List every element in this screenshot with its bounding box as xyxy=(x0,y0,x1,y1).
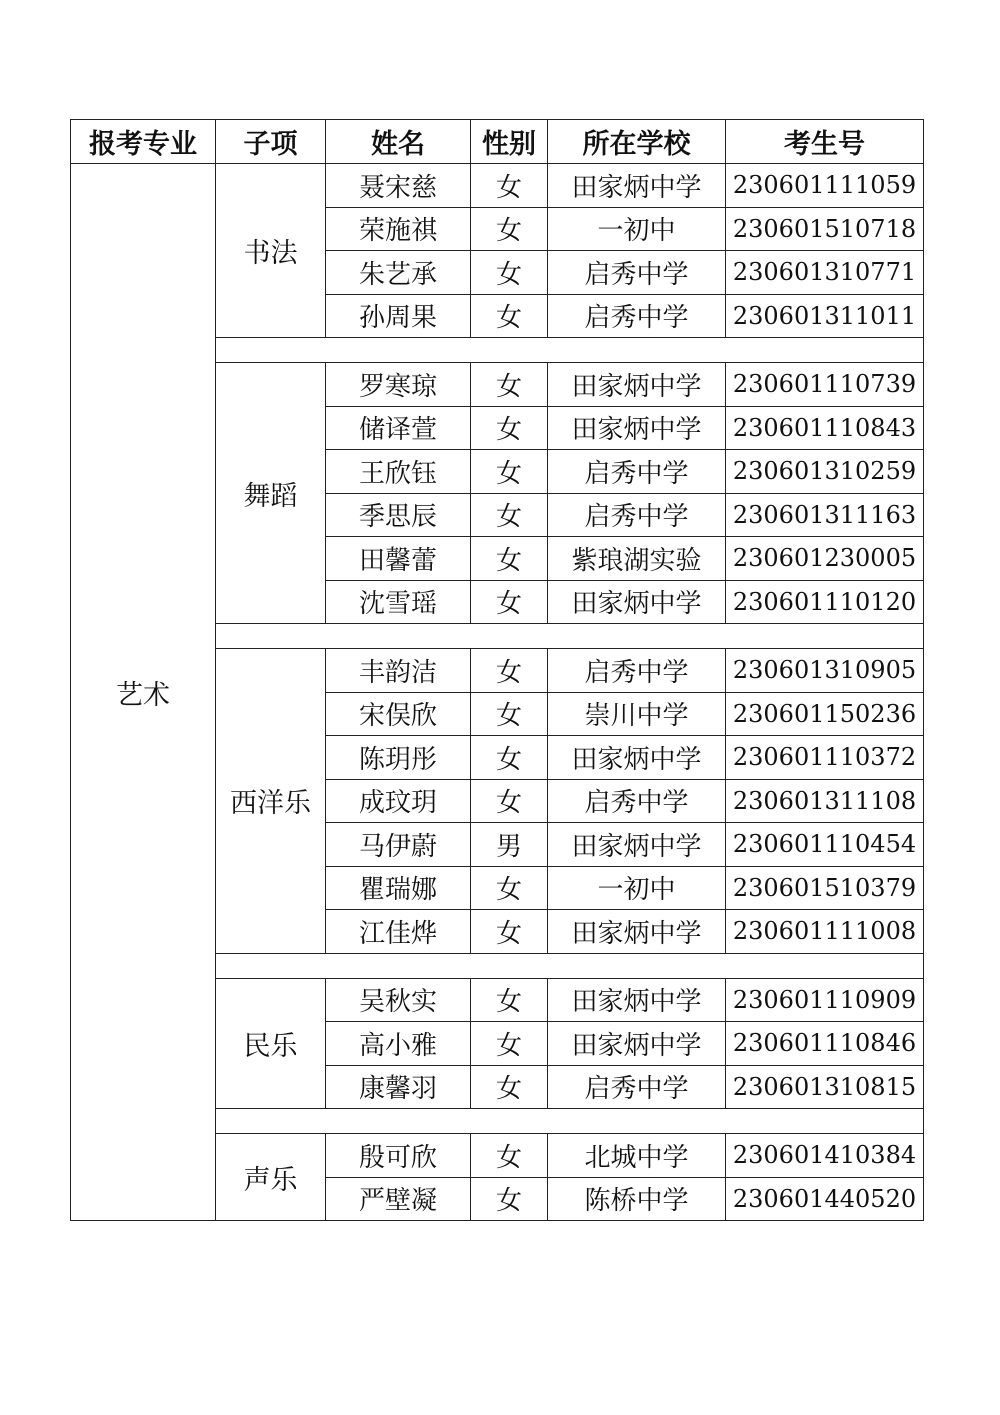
school-cell: 田家炳中学 xyxy=(548,164,726,208)
school-cell: 启秀中学 xyxy=(548,779,726,823)
school-cell: 启秀中学 xyxy=(548,493,726,537)
school-cell: 田家炳中学 xyxy=(548,910,726,954)
exam-no-cell: 230601111008 xyxy=(726,910,924,954)
header-exam-no: 考生号 xyxy=(726,120,924,164)
name-cell: 康馨羽 xyxy=(326,1065,471,1109)
header-school: 所在学校 xyxy=(548,120,726,164)
name-cell: 马伊蔚 xyxy=(326,823,471,867)
exam-no-cell: 230601311108 xyxy=(726,779,924,823)
exam-no-cell: 230601110120 xyxy=(726,580,924,624)
school-cell: 田家炳中学 xyxy=(548,1022,726,1066)
gender-cell: 女 xyxy=(471,649,548,693)
subitem-cell: 西洋乐 xyxy=(216,649,326,954)
name-cell: 殷可欣 xyxy=(326,1134,471,1178)
header-subitem: 子项 xyxy=(216,120,326,164)
subitem-cell: 声乐 xyxy=(216,1134,326,1221)
separator-cell xyxy=(216,338,924,363)
separator-cell xyxy=(216,1109,924,1134)
exam-no-cell: 230601311011 xyxy=(726,294,924,338)
name-cell: 成玟玥 xyxy=(326,779,471,823)
gender-cell: 女 xyxy=(471,363,548,407)
school-cell: 一初中 xyxy=(548,866,726,910)
subitem-cell: 书法 xyxy=(216,164,326,338)
gender-cell: 女 xyxy=(471,207,548,251)
exam-no-cell: 230601310259 xyxy=(726,450,924,494)
separator-cell xyxy=(216,624,924,649)
school-cell: 陈桥中学 xyxy=(548,1177,726,1221)
header-major: 报考专业 xyxy=(71,120,216,164)
subitem-cell: 舞蹈 xyxy=(216,363,326,624)
gender-cell: 女 xyxy=(471,1134,548,1178)
gender-cell: 女 xyxy=(471,450,548,494)
school-cell: 田家炳中学 xyxy=(548,580,726,624)
school-cell: 田家炳中学 xyxy=(548,406,726,450)
header-row xyxy=(71,120,924,164)
name-cell: 陈玥彤 xyxy=(326,736,471,780)
major-cell: 艺术 xyxy=(71,164,216,1221)
gender-cell: 女 xyxy=(471,164,548,208)
name-cell: 荣施祺 xyxy=(326,207,471,251)
gender-cell: 女 xyxy=(471,580,548,624)
gender-cell: 女 xyxy=(471,294,548,338)
exam-no-cell: 230601510718 xyxy=(726,207,924,251)
gender-cell: 女 xyxy=(471,692,548,736)
gender-cell: 女 xyxy=(471,978,548,1022)
gender-cell: 男 xyxy=(471,823,548,867)
school-cell: 崇川中学 xyxy=(548,692,726,736)
gender-cell: 女 xyxy=(471,537,548,581)
school-cell: 田家炳中学 xyxy=(548,978,726,1022)
gender-cell: 女 xyxy=(471,910,548,954)
name-cell: 季思辰 xyxy=(326,493,471,537)
table-row xyxy=(71,164,924,208)
name-cell: 高小雅 xyxy=(326,1022,471,1066)
school-cell: 启秀中学 xyxy=(548,649,726,693)
school-cell: 北城中学 xyxy=(548,1134,726,1178)
school-cell: 田家炳中学 xyxy=(548,736,726,780)
table-body xyxy=(71,164,924,1221)
exam-no-cell: 230601110454 xyxy=(726,823,924,867)
school-cell: 一初中 xyxy=(548,207,726,251)
school-cell: 启秀中学 xyxy=(548,294,726,338)
gender-cell: 女 xyxy=(471,406,548,450)
exam-no-cell: 230601111059 xyxy=(726,164,924,208)
exam-no-cell: 230601310905 xyxy=(726,649,924,693)
name-cell: 江佳烨 xyxy=(326,910,471,954)
name-cell: 孙周果 xyxy=(326,294,471,338)
exam-no-cell: 230601310771 xyxy=(726,251,924,295)
gender-cell: 女 xyxy=(471,736,548,780)
header-gender: 性别 xyxy=(471,120,548,164)
name-cell: 宋俣欣 xyxy=(326,692,471,736)
name-cell: 聂宋慈 xyxy=(326,164,471,208)
name-cell: 严壁凝 xyxy=(326,1177,471,1221)
subitem-cell: 民乐 xyxy=(216,978,326,1109)
exam-no-cell: 230601110739 xyxy=(726,363,924,407)
name-cell: 丰韵洁 xyxy=(326,649,471,693)
exam-no-cell: 230601510379 xyxy=(726,866,924,910)
school-cell: 启秀中学 xyxy=(548,1065,726,1109)
exam-no-cell: 230601311163 xyxy=(726,493,924,537)
gender-cell: 女 xyxy=(471,779,548,823)
gender-cell: 女 xyxy=(471,251,548,295)
gender-cell: 女 xyxy=(471,493,548,537)
header-name: 姓名 xyxy=(326,120,471,164)
name-cell: 瞿瑞娜 xyxy=(326,866,471,910)
name-cell: 罗寒琼 xyxy=(326,363,471,407)
exam-no-cell: 230601230005 xyxy=(726,537,924,581)
name-cell: 吴秋实 xyxy=(326,978,471,1022)
exam-no-cell: 230601410384 xyxy=(726,1134,924,1178)
school-cell: 启秀中学 xyxy=(548,251,726,295)
exam-no-cell: 230601110846 xyxy=(726,1022,924,1066)
exam-no-cell: 230601150236 xyxy=(726,692,924,736)
separator-cell xyxy=(216,953,924,978)
exam-no-cell: 230601110909 xyxy=(726,978,924,1022)
name-cell: 沈雪瑶 xyxy=(326,580,471,624)
gender-cell: 女 xyxy=(471,1177,548,1221)
school-cell: 启秀中学 xyxy=(548,450,726,494)
exam-no-cell: 230601310815 xyxy=(726,1065,924,1109)
admission-table xyxy=(70,119,924,1221)
gender-cell: 女 xyxy=(471,866,548,910)
school-cell: 紫琅湖实验 xyxy=(548,537,726,581)
name-cell: 朱艺承 xyxy=(326,251,471,295)
gender-cell: 女 xyxy=(471,1022,548,1066)
gender-cell: 女 xyxy=(471,1065,548,1109)
exam-no-cell: 230601110843 xyxy=(726,406,924,450)
school-cell: 田家炳中学 xyxy=(548,363,726,407)
exam-no-cell: 230601440520 xyxy=(726,1177,924,1221)
exam-no-cell: 230601110372 xyxy=(726,736,924,780)
name-cell: 储译萱 xyxy=(326,406,471,450)
name-cell: 田馨蕾 xyxy=(326,537,471,581)
name-cell: 王欣钰 xyxy=(326,450,471,494)
school-cell: 田家炳中学 xyxy=(548,823,726,867)
